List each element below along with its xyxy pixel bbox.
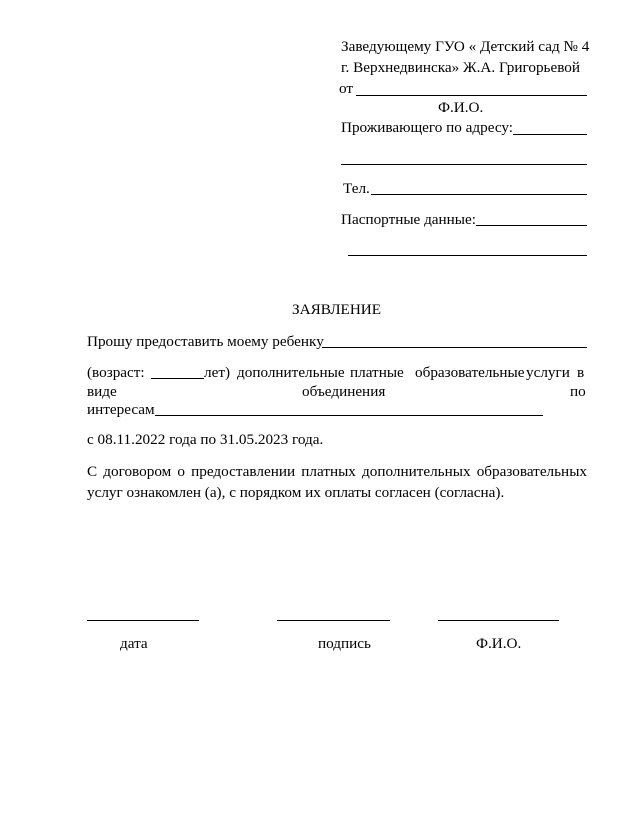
request-line: Прошу предоставить моему ребенку: [87, 333, 324, 350]
fio-caption: Ф.И.О.: [438, 99, 484, 116]
age-years: лет): [204, 364, 231, 381]
word-by: по: [570, 383, 586, 400]
agreement-line-2: услуг ознакомлен (а), с порядком их оплаты согласен (согласна).: [87, 484, 505, 501]
phone-field[interactable]: [371, 194, 587, 195]
address-label: Проживающего по адресу:: [341, 119, 513, 136]
address-field-1[interactable]: [513, 134, 587, 135]
applicant-name-field[interactable]: [356, 95, 587, 96]
signature-fio-caption: Ф.И.О.: [476, 635, 522, 652]
word-additional: дополнительные: [237, 364, 345, 381]
child-name-field[interactable]: [322, 347, 587, 348]
signature-fio-field[interactable]: [438, 620, 559, 621]
passport-field-1[interactable]: [476, 225, 587, 226]
addressee-line-1: Заведующему ГУО « Детский сад № 4: [341, 38, 590, 55]
interests-label: интересам: [87, 401, 155, 418]
document-title: ЗАЯВЛЕНИЕ: [292, 301, 382, 318]
agreement-line-1: С договором о предоставлении платных дополнительных образовательных: [87, 463, 587, 480]
signature-caption: подпись: [318, 635, 371, 652]
word-form: виде: [87, 383, 117, 400]
age-open: (возраст:: [87, 364, 145, 381]
address-field-2[interactable]: [341, 164, 587, 165]
signature-field[interactable]: [277, 620, 390, 621]
age-field[interactable]: [151, 378, 204, 379]
interests-field[interactable]: [155, 415, 543, 416]
date-caption: дата: [120, 635, 148, 652]
addressee-line-2: г. Верхнедвинска» Ж.А. Григорьевой: [341, 59, 581, 76]
from-prefix: от: [339, 80, 354, 97]
period-text: с 08.11.2022 года по 31.05.2023 года.: [87, 431, 324, 448]
date-field[interactable]: [87, 620, 199, 621]
passport-field-2[interactable]: [348, 255, 587, 256]
passport-label: Паспортные данные:: [341, 211, 476, 228]
word-association: объединения: [302, 383, 386, 400]
phone-label: Тел.: [343, 180, 370, 197]
word-educational: образовательные: [415, 364, 525, 381]
word-paid: платные: [350, 364, 404, 381]
word-services: услуги: [526, 364, 570, 381]
word-in: в: [577, 364, 585, 381]
